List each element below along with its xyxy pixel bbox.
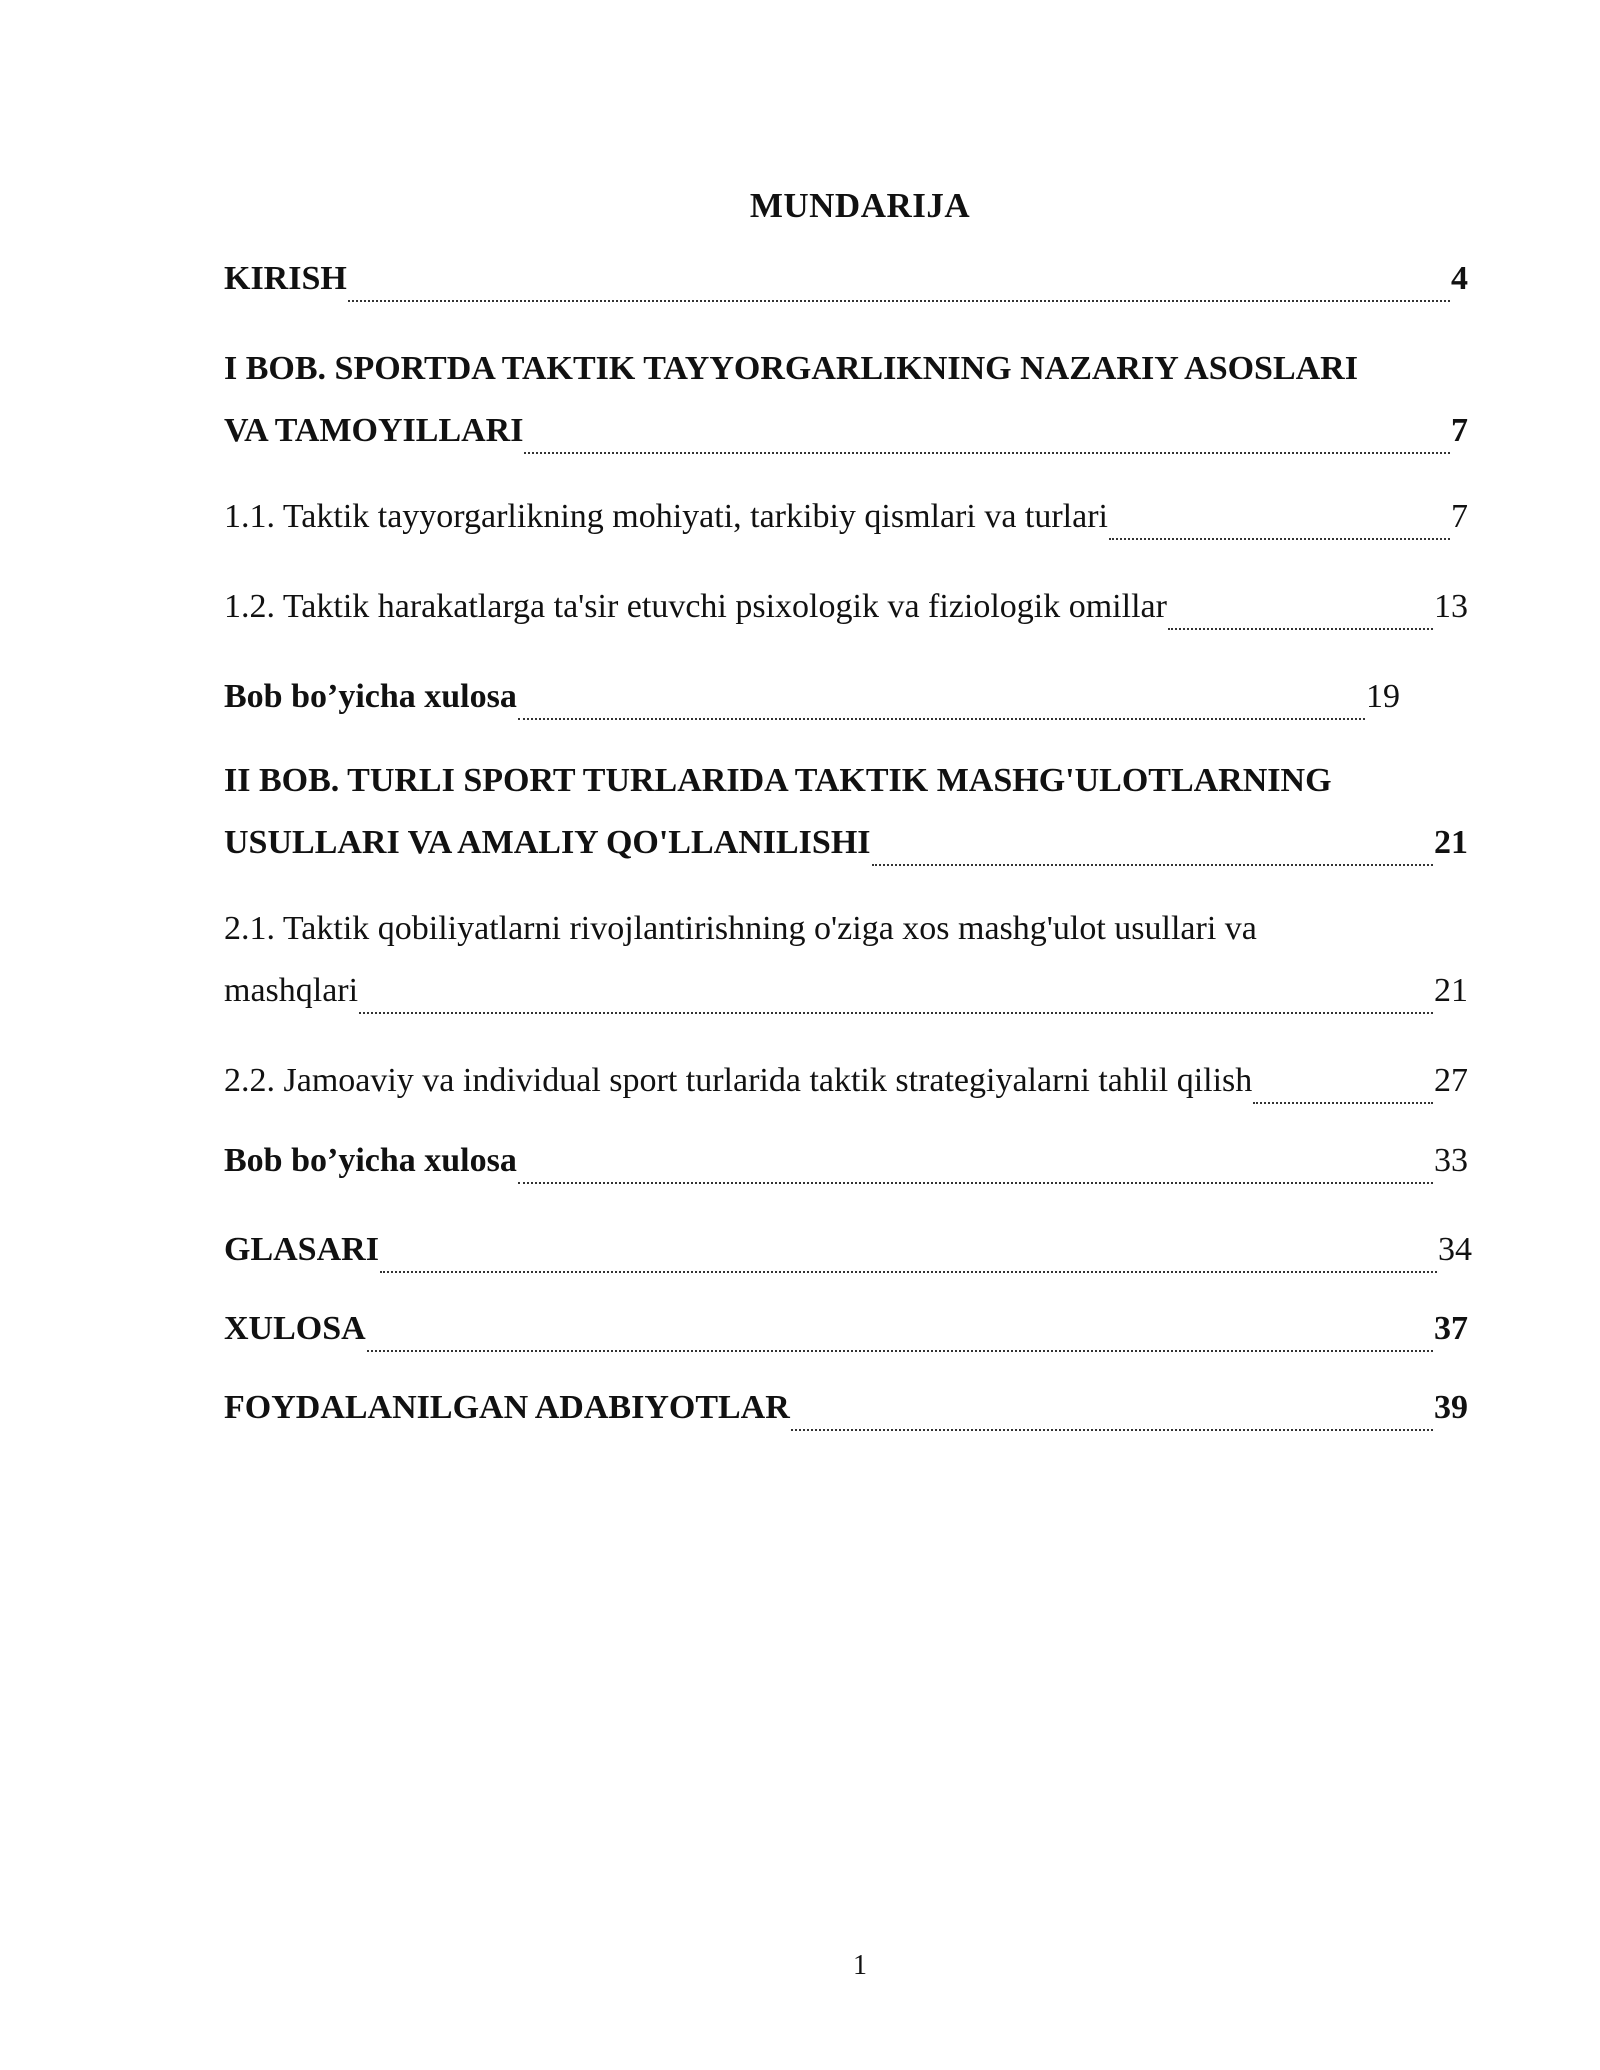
toc-entry-section-1-2[interactable] (224, 576, 1468, 638)
toc-entry-page: 19 (1366, 678, 1400, 715)
toc-entry-references[interactable] (224, 1377, 1468, 1439)
toc-entry-page: 7 (1451, 412, 1468, 449)
toc-entry-title: 1.2. Taktik harakatlarga ta'sir etuvchi psixologik va fiziologik omillar (224, 588, 1167, 625)
dot-leader (359, 1012, 1433, 1014)
page-number: 1 (853, 1950, 867, 1981)
dot-leader (524, 452, 1450, 454)
toc-entry-page: 7 (1451, 498, 1468, 535)
page-title: MUNDARIJA (749, 186, 971, 225)
toc-entry-title-line-1: I BOB. SPORTDA TAKTIK TAYYORGARLIKNING NAZARIY ASOSLARI (224, 350, 1358, 387)
toc-entry-kirish[interactable] (224, 248, 1468, 310)
toc-entry-chapter-1[interactable] (224, 338, 1468, 462)
toc-entry-title: Bob bo’yicha xulosa (224, 678, 517, 715)
dot-leader (1253, 1102, 1433, 1104)
toc-entry-section-2-1[interactable] (224, 898, 1468, 1022)
toc-entry-conclusion[interactable] (224, 1298, 1468, 1360)
toc-entry-title-line-2: USULLARI VA AMALIY QO'LLANILISHI (224, 824, 871, 861)
toc-entry-chapter-2[interactable] (224, 750, 1468, 874)
toc-entry-section-2-2[interactable] (224, 1050, 1468, 1112)
toc-entry-glossary[interactable] (224, 1219, 1472, 1281)
toc-entry-title: FOYDALANILGAN ADABIYOTLAR (224, 1389, 790, 1426)
toc-entry-title: KIRISH (224, 260, 347, 297)
toc-entry-page: 21 (1434, 824, 1468, 861)
toc-entry-title-line-2: mashqlari (224, 972, 359, 1009)
toc-entry-title-line-1: 2.1. Taktik qobiliyatlarni rivojlantirishning o'ziga xos mashg'ulot usullari va (224, 910, 1257, 947)
dot-leader (380, 1271, 1437, 1273)
toc-entry-title: 2.2. Jamoaviy va individual sport turlarida taktik strategiyalarni tahlil qilish (224, 1062, 1253, 1099)
toc-entry-title: 1.1. Taktik tayyorgarlikning mohiyati, tarkibiy qismlari va turlari (224, 498, 1108, 535)
dot-leader (348, 300, 1450, 302)
dot-leader (518, 718, 1365, 720)
toc-entry-page: 33 (1434, 1142, 1468, 1179)
toc-entry-title-line-2: VA TAMOYILLARI (224, 412, 524, 449)
toc-entry-page: 37 (1434, 1310, 1468, 1347)
dot-leader (518, 1182, 1433, 1184)
toc-entry-page: 13 (1434, 588, 1468, 625)
dot-leader (1168, 628, 1433, 630)
toc-entry-page: 39 (1434, 1389, 1468, 1426)
toc-entry-chapter-1-conclusion[interactable] (224, 666, 1400, 728)
dot-leader (367, 1350, 1433, 1352)
toc-entry-page: 21 (1434, 972, 1468, 1009)
toc-entry-title: GLASARI (224, 1231, 379, 1268)
dot-leader (1109, 538, 1450, 540)
toc-entry-title: Bob bo’yicha xulosa (224, 1142, 517, 1179)
toc-entry-chapter-2-conclusion[interactable] (224, 1130, 1468, 1192)
toc-entry-title: XULOSA (224, 1310, 366, 1347)
dot-leader (872, 864, 1434, 866)
toc-entry-section-1-1[interactable] (224, 486, 1468, 548)
toc-entry-page: 27 (1434, 1062, 1468, 1099)
toc-entry-title-line-1: II BOB. TURLI SPORT TURLARIDA TAKTIK MASHG'ULOTLARNING (224, 762, 1332, 799)
dot-leader (791, 1429, 1433, 1431)
toc-entry-page: 4 (1451, 260, 1468, 297)
toc-entry-page: 34 (1438, 1231, 1472, 1268)
